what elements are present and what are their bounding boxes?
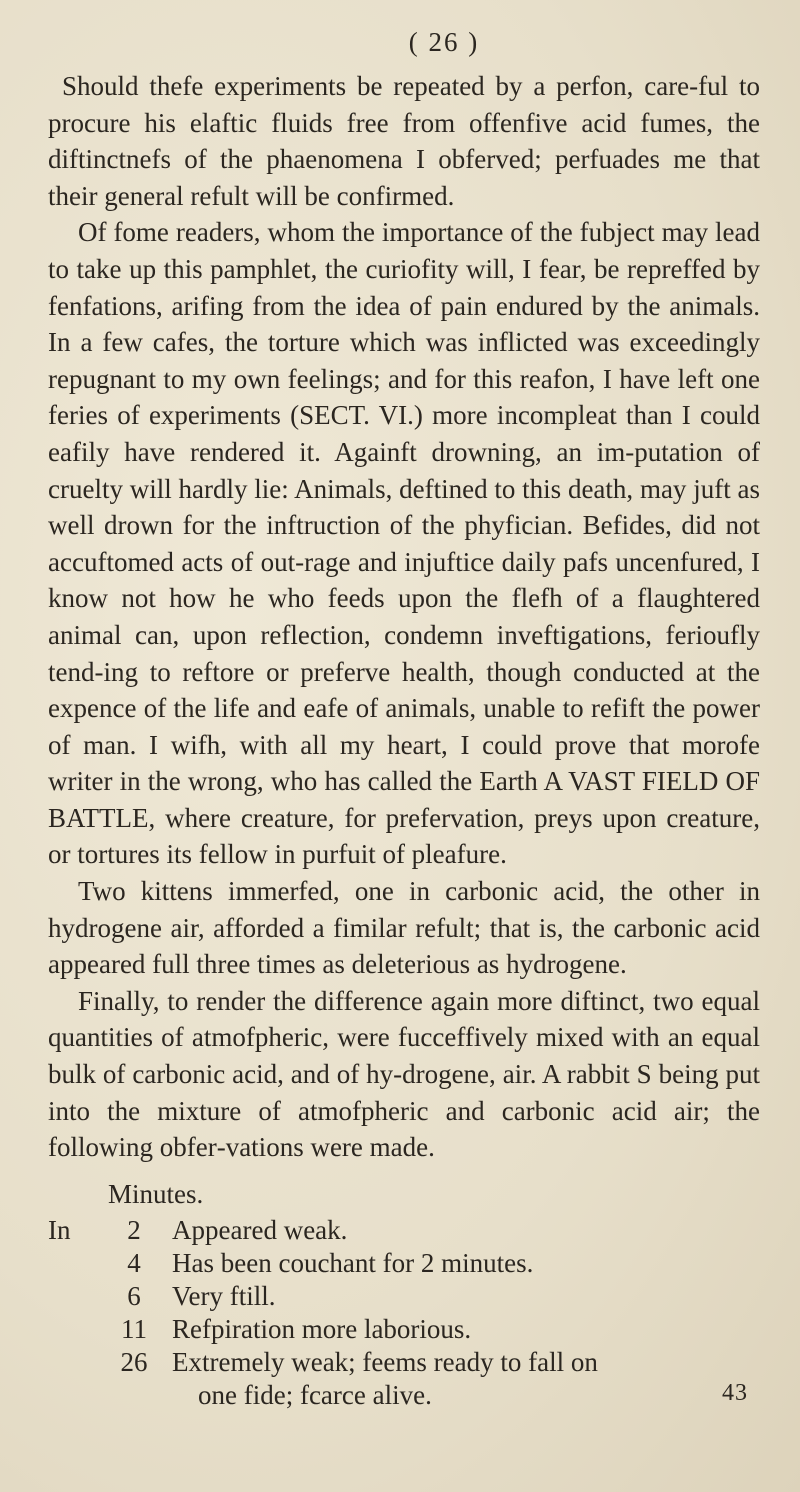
minute-value: 4 [127,1247,141,1278]
page-number: ( 26 ) [408,27,480,57]
body-text [48,68,760,1166]
observation-text: Very ftill. [172,1280,276,1311]
paragraph-2: Of fome readers, whom the importance of the fubject may lead to take up this pamphlet, the curiofity will, I fear, be repreffed by fenfations, arifing from the idea of pain endured by the animals. In a few cafes, the torture which was inflicted was exceedingly repugnant to my own feelings; and for this reafon, I have left one feries of experiments (SECT. VI.) more incompleat than I could eafily have rendered it. Againft drowning, an im‐putation of cruelty will hardly lie: Animals, deftined to this death, may juft as well drown for the inftruction of the phyfician. Befides, did not accuftomed acts of out‐rage and injuftice daily pafs uncenfured, I know not how he who feeds upon the flefh of a flaughtered animal can, upon reflection, condemn inveftigations, ferioufly tend‐ing to reftore or preferve health, though conducted at the expence of the life and eafe of animals, unable to refift the power of man. I wifh, with all my heart, I could prove that morofe writer in the wrong, who has called the Earth A VAST FIELD OF BATTLE, where creature, for prefervation, preys upon creature, or tortures its fellow in purfuit of pleafure. [48,217,760,870]
observation-continuation-row [48,1379,760,1412]
minute-value: 6 [127,1280,141,1311]
paragraph-4: Finally, to render the difference again more diftinct, two equal quantities of atmofpheric, were fucceffively mixed with an equal bulk of carbonic acid, and of hy‐drogene, air. A rabbit S being put into the mixture of atmofpheric and carbonic acid air; the following obfer‐vations were made. [48,985,760,1163]
catchword: 43 [722,1380,748,1406]
paragraph-3: Two kittens immerfed, one in carbonic acid, the other in hydrogene air, afforded a fimilar refult; that is, the carbonic acid appeared full three times as deleterious as hydrogene. [48,876,760,980]
minute-value: 2 [127,1214,141,1245]
minutes-header: Minutes. [108,1178,204,1209]
observation-row [48,1214,760,1247]
observation-continuation: one fide; fcarce alive. [198,1379,432,1410]
paragraph-1: Should thefe experiments be repeated by a perfon, care‐ful to procure his elaftic fluids free from offenfive acid fumes, the diftinctnefs of the phaenomena I obferved; perfuades me that their general refult will be confirmed. [48,71,760,211]
observation-text: Has been couchant for 2 minutes. [172,1247,534,1278]
observation-text: Extremely weak; feems ready to fall on [172,1346,598,1377]
row-lead: In [48,1214,71,1245]
observation-text: Refpiration more laborious. [172,1313,472,1344]
observation-row [48,1346,760,1379]
minute-value: 11 [121,1313,147,1344]
minute-value: 26 [120,1346,148,1377]
observation-table [48,1178,760,1412]
observation-text: Appeared weak. [172,1214,348,1245]
observation-row [48,1313,760,1346]
observation-row [48,1280,760,1313]
observation-row [48,1247,760,1280]
book-page [48,22,760,1412]
